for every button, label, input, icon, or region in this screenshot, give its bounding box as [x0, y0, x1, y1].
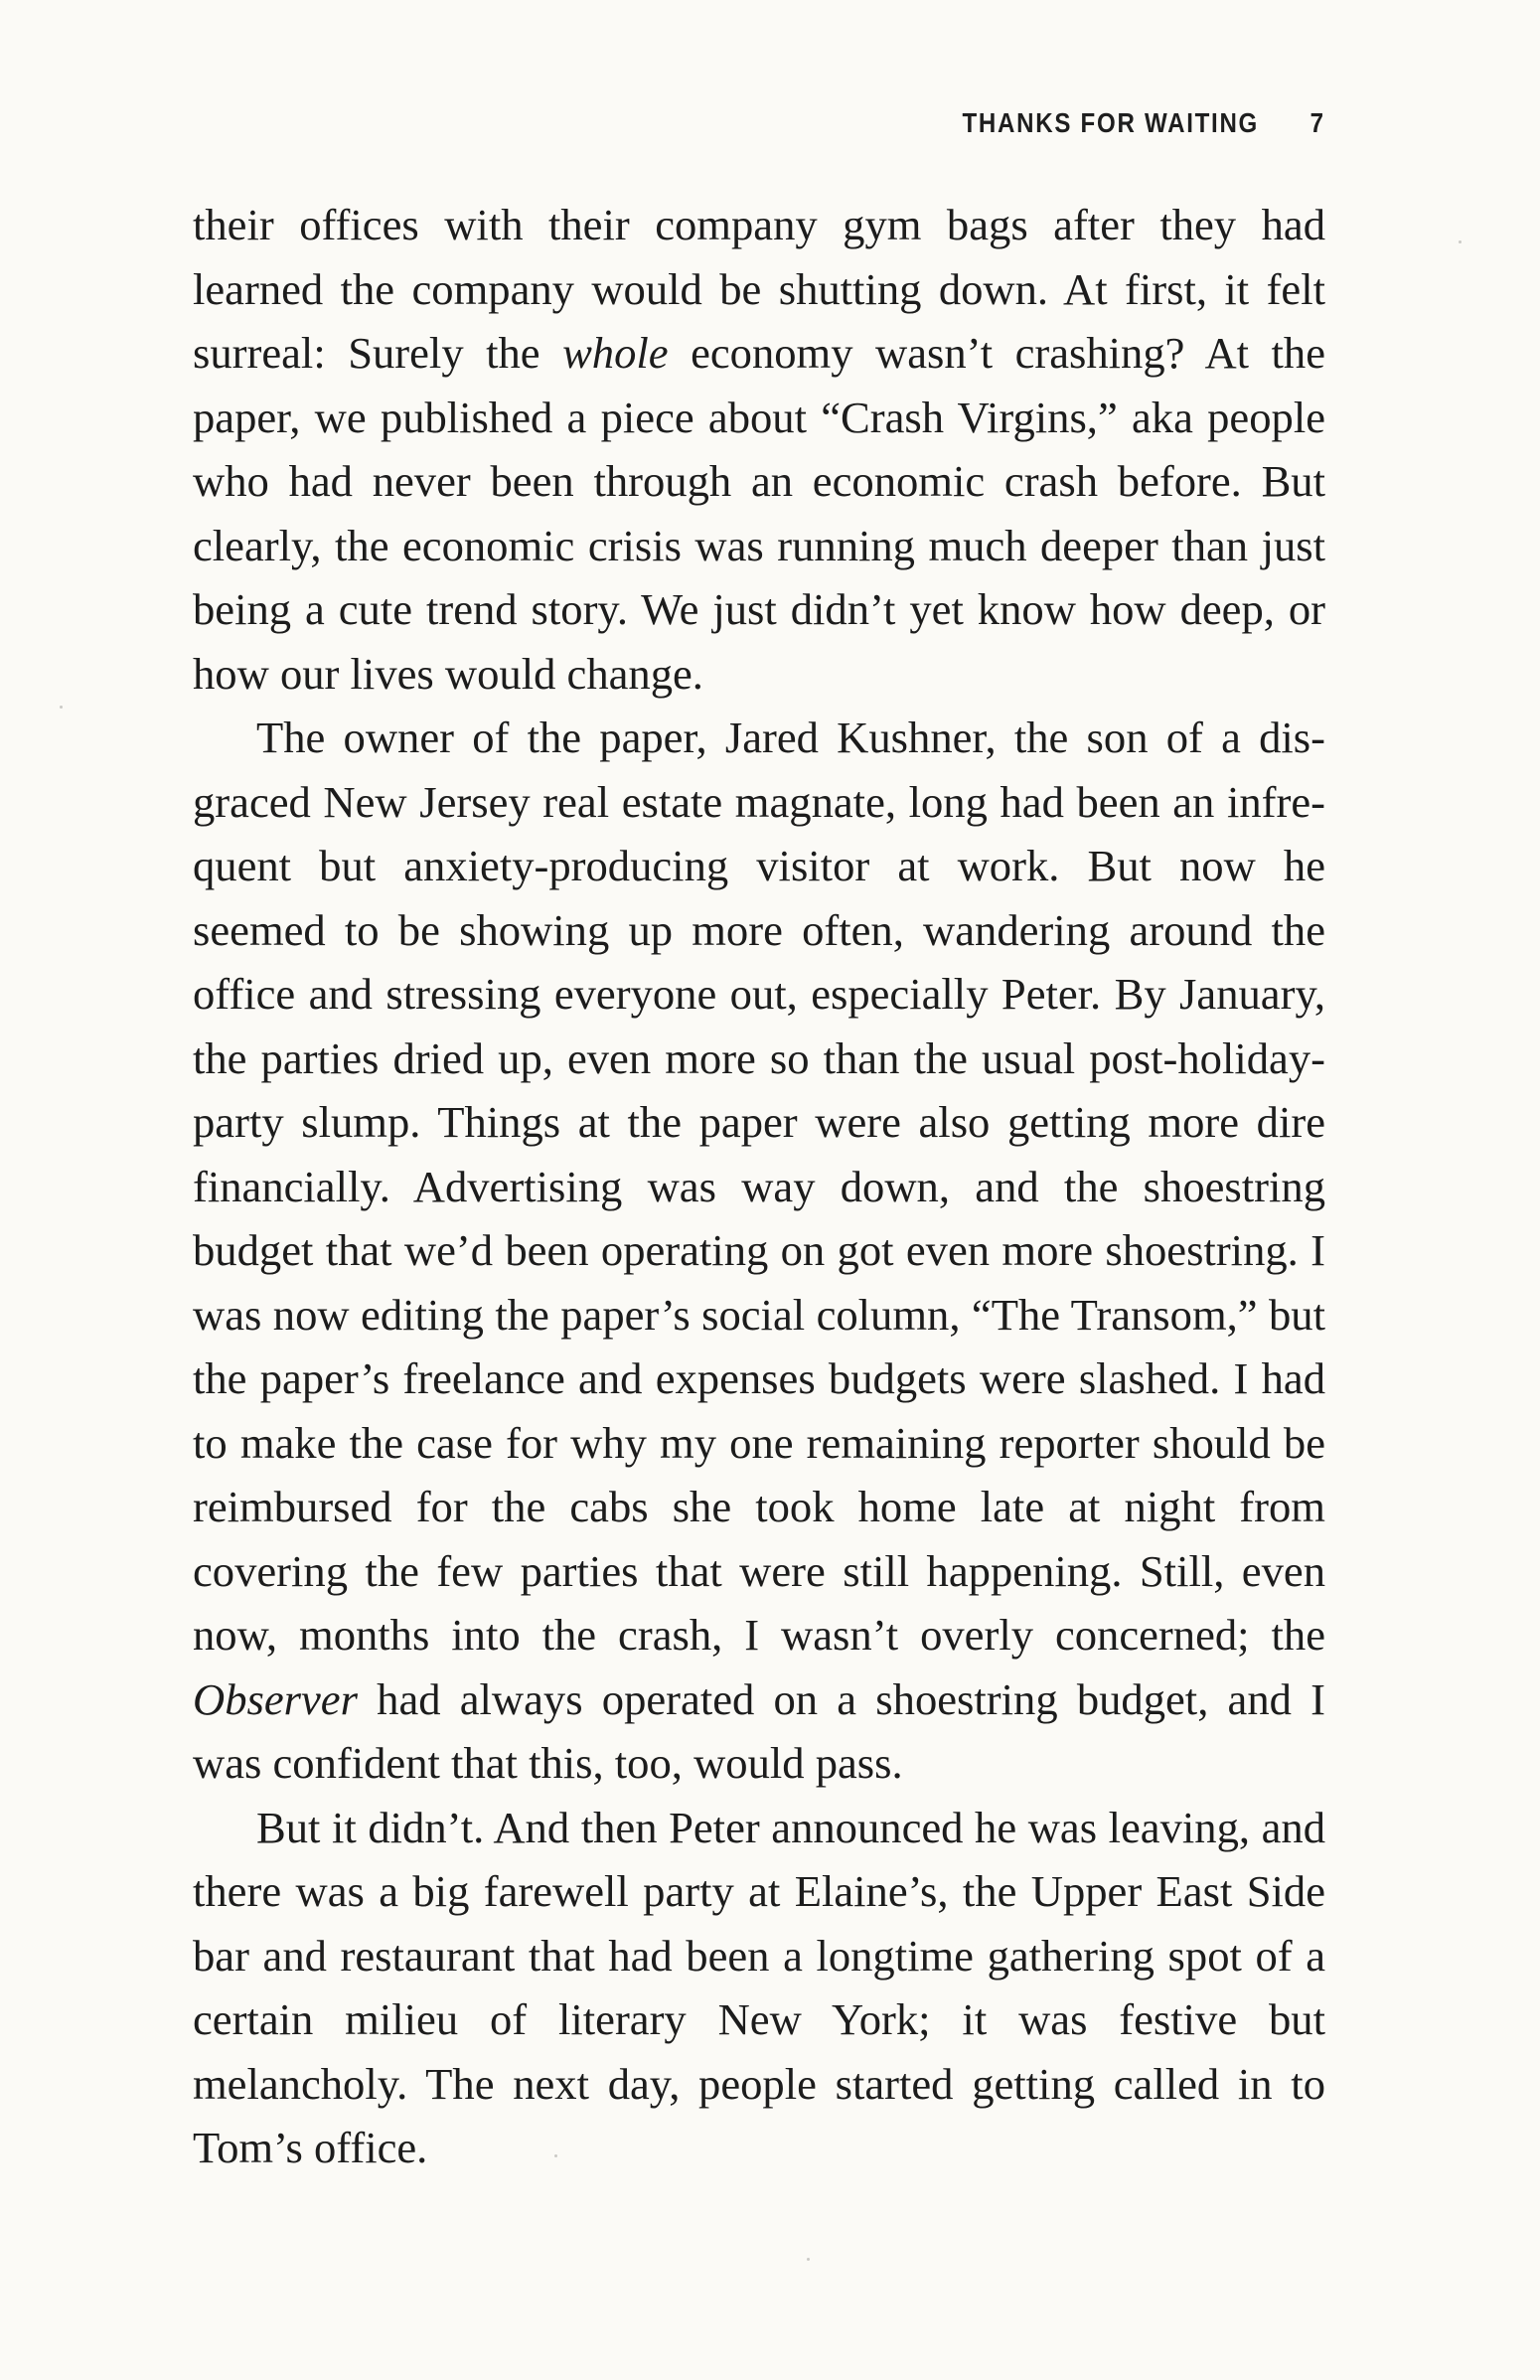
- paragraph-2: [193, 706, 1325, 1796]
- paragraph-2-emphasis: Observer: [193, 1673, 358, 1724]
- running-head-title: THANKS FOR WAITING: [962, 107, 1260, 138]
- scan-speck: [807, 2258, 810, 2261]
- paragraph-1: [193, 193, 1325, 706]
- scan-speck: [554, 2154, 557, 2157]
- paragraph-1-text-a: their offices with their company gym bags after they had learned the company would be shutting down. At first, it felt surreal: Surely the: [193, 200, 1325, 378]
- paragraph-1-emphasis: whole: [562, 328, 669, 378]
- running-head: [948, 103, 1323, 143]
- paragraph-3: [193, 1796, 1325, 2180]
- paragraph-3-text: But it didn’t. And then Peter announced he was leaving, and there was a big farewell party at Elaine’s, the Upper East Side bar and restaurant that had been a longtime gathering spot of a certain milieu of literary New York; it was festive but melancholy. The next day, people started getting called in to Tom’s office.: [193, 1802, 1325, 2172]
- scan-speck: [60, 706, 63, 709]
- scan-speck: [1459, 240, 1462, 243]
- paragraph-2-text-a: The owner of the paper, Jared Kushner, the son of a disgraced New Jersey real estate magnate, long had been an infrequent but anxiety-producing visitor at work. But now he seemed to be showing up more often, wandering around the office and stressing everyone out, especially Peter. By January, the parties dried up, even more so than the usual post-holiday-party slump. Things at the paper were also getting more dire financially. Advertising was way down, and the shoestring budget that we’d been operating on got even more shoestring. I was now editing the paper’s social column, “The Transom,” but the paper’s freelance and expenses budgets were slashed. I had to make the case for why my one remaining reporter should be reimbursed for the cabs she took home late at night from covering the few parties that were still happening. Still, even now, months into the crash, I wasn’t overly concerned; the: [193, 713, 1325, 1660]
- page-number: 7: [1309, 107, 1323, 138]
- body-text: [193, 193, 1325, 2180]
- paragraph-1-text-b: economy wasn’t crashing? At the paper, we published a piece about “Crash Virgins,” aka people who had never been through an economic crash before. But clearly, the economic crisis was running much deeper than just being a cute trend story. We just didn’t yet know how deep, or how our lives would change.: [193, 328, 1325, 699]
- paragraph-2-text-b: had always operated on a shoestring budget, and I was confident that this, too, would pass.: [193, 1673, 1325, 1788]
